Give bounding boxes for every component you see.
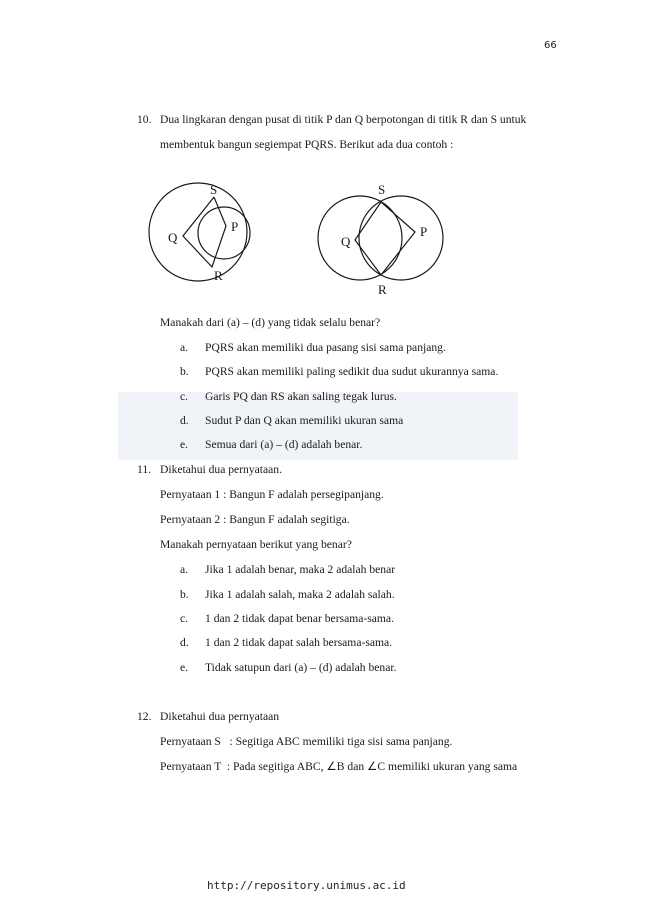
- option-text: Jika 1 adalah benar, maka 2 adalah benar: [205, 563, 396, 576]
- question-number: 11.: [137, 463, 152, 476]
- option-text: Jika 1 adalah salah, maka 2 adalah salah.: [205, 588, 395, 601]
- point-p-label: P: [420, 224, 428, 239]
- point-r-label: R: [378, 282, 387, 297]
- point-r-label: R: [214, 268, 223, 283]
- statement-2: Pernyataan 2 : Bangun F adalah segitiga.: [160, 513, 350, 526]
- question-prompt: Manakah pernyataan berikut yang benar?: [160, 538, 352, 551]
- option-text: 1 dan 2 tidak dapat salah bersama-sama.: [205, 636, 393, 649]
- question-stem: Dua lingkaran dengan pusat di titik P dan Q berpotongan di titik R dan S untuk: [160, 113, 527, 126]
- question-stem: Diketahui dua pernyataan: [160, 710, 280, 723]
- question-number: 12.: [137, 710, 152, 723]
- option-letter: c.: [180, 390, 189, 403]
- point-q-label: Q: [341, 234, 351, 249]
- option-letter: b.: [180, 365, 189, 378]
- statement-t: Pernyataan T : Pada segitiga ABC, ∠B dan ∠C memiliki ukuran yang sama: [160, 760, 518, 773]
- option-text: Tidak satupun dari (a) – (d) adalah benar.: [205, 661, 397, 674]
- option-letter: c.: [180, 612, 189, 625]
- option-letter: a.: [180, 563, 189, 576]
- two-circles-figure-right: [312, 174, 452, 302]
- option-text: PQRS akan memiliki paling sedikit dua sudut ukurannya sama.: [205, 365, 499, 378]
- page-number: 66: [544, 40, 557, 51]
- question-stem: Diketahui dua pernyataan.: [160, 463, 283, 476]
- option-text: Semua dari (a) – (d) adalah benar.: [205, 438, 363, 451]
- option-letter: e.: [180, 661, 189, 674]
- option-letter: d.: [180, 414, 189, 427]
- statement-1: Pernyataan 1 : Bangun F adalah persegipanjang.: [160, 488, 384, 501]
- point-s-label: S: [210, 182, 218, 197]
- statement-s: Pernyataan S : Segitiga ABC memiliki tiga sisi sama panjang.: [160, 735, 453, 748]
- question-stem: membentuk bangun segiempat PQRS. Berikut ada dua contoh :: [160, 138, 454, 151]
- two-circles-figure-left: [138, 174, 268, 290]
- footer-url: http://repository.unimus.ac.id: [207, 879, 406, 892]
- point-p-label: P: [231, 219, 239, 234]
- point-s-label: S: [378, 182, 386, 197]
- option-text: PQRS akan memiliki dua pasang sisi sama panjang.: [205, 341, 446, 354]
- option-text: Garis PQ dan RS akan saling tegak lurus.: [205, 390, 397, 403]
- option-letter: b.: [180, 588, 189, 601]
- point-q-label: Q: [168, 230, 178, 245]
- question-prompt: Manakah dari (a) – (d) yang tidak selalu benar?: [160, 316, 381, 329]
- question-number: 10.: [137, 113, 152, 126]
- option-letter: e.: [180, 438, 189, 451]
- option-text: Sudut P dan Q akan memiliki ukuran sama: [205, 414, 404, 427]
- option-letter: d.: [180, 636, 189, 649]
- option-text: 1 dan 2 tidak dapat benar bersama-sama.: [205, 612, 394, 625]
- option-letter: a.: [180, 341, 189, 354]
